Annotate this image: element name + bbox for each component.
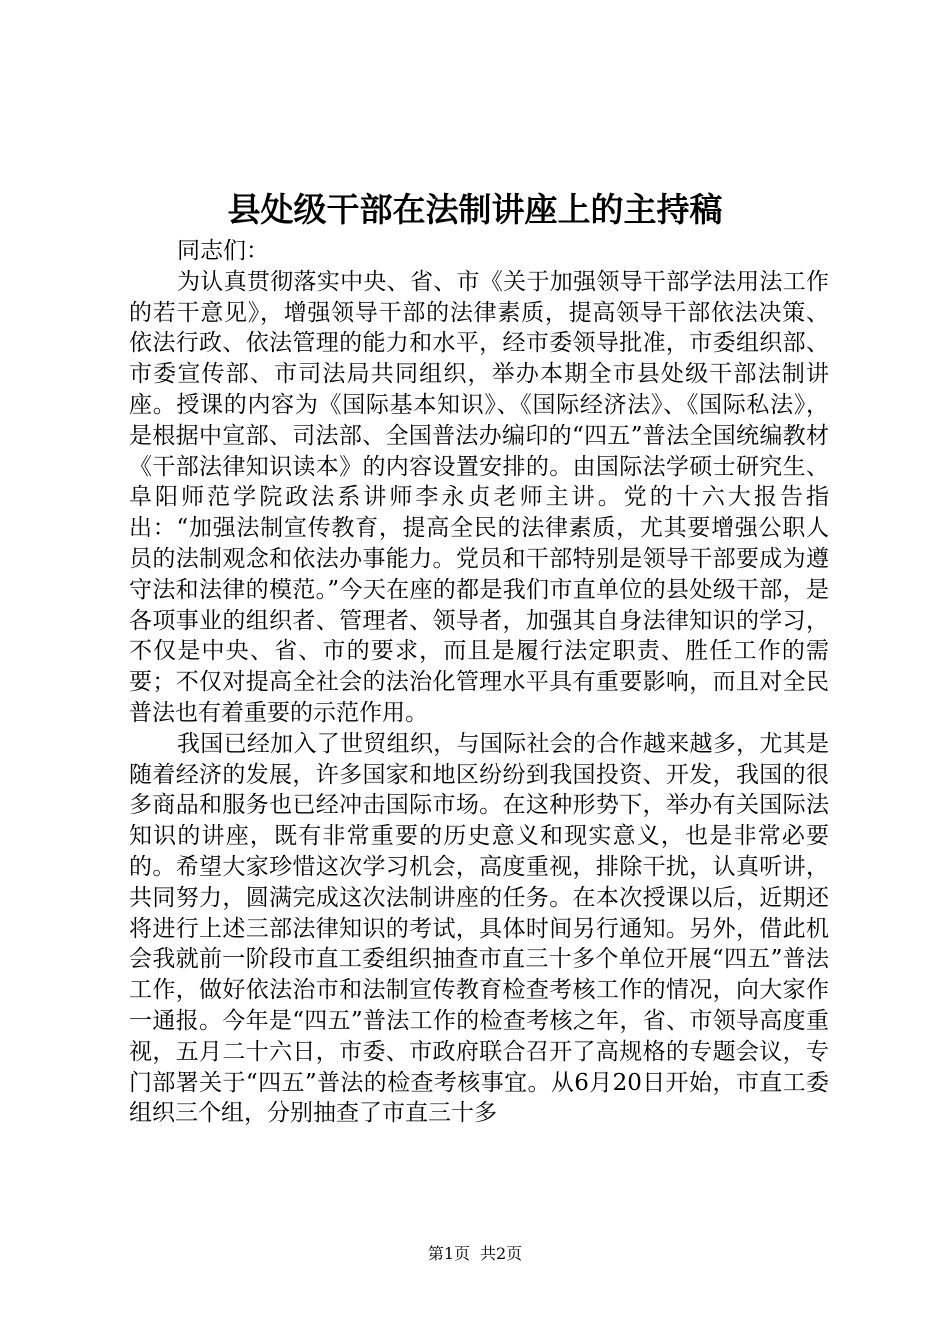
paragraph-2: 我国已经加入了世贸组织，与国际社会的合作越来越多，尤其是随着经济的发展，许多国家和地区纷纷到我国投资、开发，我国的很多商品和服务也已经冲击国际市场。在这种形势下，举办有关国际法知识的讲座，既有非常重要的历史意义和现实意义，也是非常必要的。希望大家珍惜这次学习机会，高度重视，排除干扰，认真听讲，共同努力，圆满完成这次法制讲座的任务。在本次授课以后，近期还将进行上述三部法律知识的考试，具体时间另行通知。另外，借此机会我就前一阶段市直工委组织抽查市直三十多个单位开展“四五”普法工作，做好依法治市和法制宣传教育检查考核工作的情况，向大家作一通报。今年是“四五”普法工作的检查考核之年，省、市领导高度重视，五月二十六日，市委、市政府联合召开了高规格的专题会议，专门部署关于“四五”普法的检查考核事宜。从6月20日开始，市直工委组织三个组，分别抽查了市直三十多: [129, 730, 829, 1127]
page-number-current: 第1页: [427, 1244, 470, 1263]
page-number-total: 共2页: [480, 1244, 523, 1263]
salutation: 同志们：: [177, 238, 269, 264]
document-title: 县处级干部在法制讲座上的主持稿: [227, 190, 723, 229]
paragraph-1: 为认真贯彻落实中央、省、市《关于加强领导干部学法用法工作的若干意见》，增强领导干部的法律素质，提高领导干部依法决策、依法行政、依法管理的能力和水平，经市委领导批准，市委组织部、市委宣传部、市司法局共同组织，举办本期全市县处级干部法制讲座。授课的内容为《国际基本知识》、《国际经济法》、《国际私法》，是根据中宣部、司法部、全国普法办编印的“四五”普法全国统编教材《干部法律知识读本》的内容设置安排的。由国际法学硕士研究生、阜阳师范学院政法系讲师李永贞老师主讲。党的十六大报告指出：“加强法制宣传教育，提高全民的法律素质，尤其要增强公职人员的法制观念和依法办事能力。党员和干部特别是领导干部要成为遵守法和法律的模范。”今天在座的都是我们市直单位的县处级干部，是各项事业的组织者、管理者、领导者，加强其自身法律知识的学习，不仅是中央、省、市的要求，而且是履行法定职责、胜任工作的需要；不仅对提高全社会的法治化管理水平具有重要影响，而且对全民普法也有着重要的示范作用。: [129, 268, 829, 726]
document-body: [129, 236, 829, 1129]
page-footer: [0, 1243, 950, 1265]
